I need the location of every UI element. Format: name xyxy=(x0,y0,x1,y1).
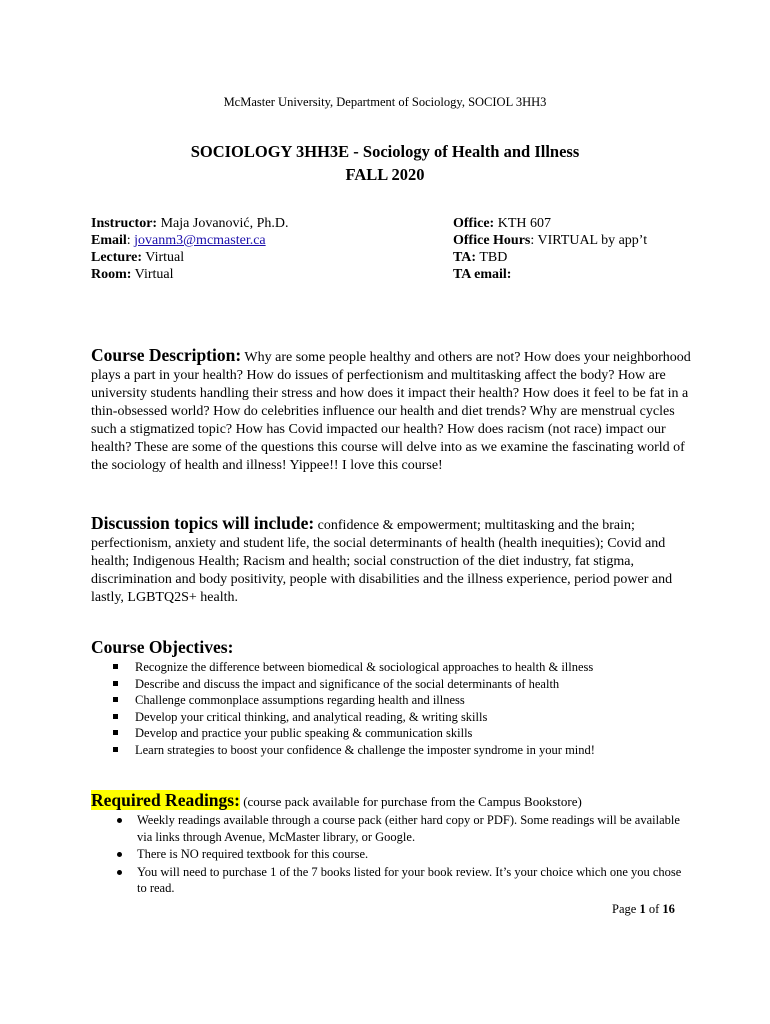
lecture-value: Virtual xyxy=(142,250,185,265)
room-row xyxy=(91,266,289,283)
instructor-value: Maja Jovanović, Ph.D. xyxy=(157,216,289,231)
course-objectives-list xyxy=(91,659,691,758)
objective-item xyxy=(91,709,691,726)
objective-item xyxy=(91,725,691,742)
office-row xyxy=(453,215,647,232)
course-description xyxy=(91,346,691,475)
course-objectives-heading: Course Objectives: xyxy=(91,637,234,657)
course-term: FALL 2020 xyxy=(345,165,425,184)
reading-text: Weekly readings available through a course pack (either hard copy or PDF). Some readings will be available via links through Avenue, McMaster library, or Google. xyxy=(137,813,680,844)
square-bullet-icon xyxy=(113,747,118,752)
square-bullet-icon xyxy=(113,730,118,735)
round-bullet-icon xyxy=(117,852,122,857)
required-readings xyxy=(91,790,582,812)
ta-email-row xyxy=(453,266,647,283)
email-sep: : xyxy=(126,233,135,248)
objective-text: Develop your critical thinking, and analytical reading, & writing skills xyxy=(135,709,488,724)
ta-row xyxy=(453,249,647,266)
room-label: Room: xyxy=(91,267,132,282)
ta-label: TA: xyxy=(453,250,477,265)
reading-item xyxy=(91,812,691,845)
email-label: Email xyxy=(91,233,127,248)
of-word: of xyxy=(645,902,663,916)
square-bullet-icon xyxy=(113,697,118,702)
course-title: SOCIOLOGY 3HH3E - Sociology of Health and Illness xyxy=(190,142,580,161)
objective-item xyxy=(91,742,691,759)
discussion-topics-text: confidence & empowerment; multitasking and the brain; perfectionism, anxiety and student life, the social determinants of health (health inequities); Covid and health; Indigenous Health; Racism and health; social construction of the diet industry, fat stigma, discrimination and body positivity, people with disabilities and the illness experience, period power and lastly, LGBTQ2S+ health. xyxy=(91,518,673,605)
email-row xyxy=(91,232,289,249)
objective-text: Challenge commonplace assumptions regarding health and illness xyxy=(135,693,465,707)
office-label: Office: xyxy=(453,216,495,231)
required-readings-note: (course pack available for purchase from the Campus Bookstore) xyxy=(239,794,582,809)
objective-text: Learn strategies to boost your confidence & challenge the imposter syndrome in your mind! xyxy=(135,742,595,757)
instructor-info xyxy=(91,215,289,283)
office-hours-row xyxy=(453,232,647,249)
square-bullet-icon xyxy=(113,681,118,686)
office-info xyxy=(453,215,647,283)
page-total: 16 xyxy=(662,902,675,916)
required-readings-list xyxy=(91,812,691,898)
reading-item xyxy=(91,846,691,863)
office-hours-label: Office Hours xyxy=(453,233,531,248)
course-header: McMaster University, Department of Sociology, SOCIOL 3HH3 xyxy=(223,95,547,109)
discussion-topics-heading: Discussion topics will include: xyxy=(91,513,315,533)
objective-item xyxy=(91,692,691,709)
course-description-heading: Course Description: xyxy=(91,345,242,365)
objective-text: Describe and discuss the impact and significance of the social determinants of health xyxy=(135,676,560,691)
page-word: Page xyxy=(612,902,640,916)
objective-text: Develop and practice your public speaking & communication skills xyxy=(135,726,473,740)
course-description-text: Why are some people healthy and others are not? How does your neighborhood plays a part in your health? How do issues of perfectionism and multitasking affect the body? How are university students handling their stress and how does it impact their health? How does it feel to be fat in a thin-obsessed world? How do celebrities influence our health and diet trends? Why are menstrual cycles such a stigmatized topic? How has Covid impacted our health? How does racism (not race) impact our health? These are some of the questions this course will delve into as we examine the fascinating world of the sociology of health and illness! Yippee!! I love this course! xyxy=(91,350,691,473)
reading-text: There is NO required textbook for this course. xyxy=(137,847,369,861)
instructor-label: Instructor: xyxy=(91,216,158,231)
page-number xyxy=(612,902,675,917)
square-bullet-icon xyxy=(113,714,118,719)
round-bullet-icon xyxy=(117,870,122,875)
reading-text: You will need to purchase 1 of the 7 books listed for your book review. It’s your choice which one you chose to read. xyxy=(137,864,682,895)
objective-item xyxy=(91,676,691,693)
email-link[interactable]: jovanm3@mcmaster.ca xyxy=(134,233,266,248)
room-value: Virtual xyxy=(131,267,174,282)
objective-item xyxy=(91,659,691,676)
required-readings-heading: Required Readings: xyxy=(91,790,240,810)
discussion-topics xyxy=(91,514,691,607)
objective-text: Recognize the difference between biomedical & sociological approaches to health & illness xyxy=(135,660,594,674)
square-bullet-icon xyxy=(113,664,118,669)
office-value: KTH 607 xyxy=(494,216,551,231)
lecture-label: Lecture: xyxy=(91,250,143,265)
lecture-row xyxy=(91,249,289,266)
office-hours-value: : VIRTUAL by app’t xyxy=(530,233,648,248)
round-bullet-icon xyxy=(117,818,122,823)
ta-email-label: TA email: xyxy=(453,267,512,282)
reading-item xyxy=(91,864,691,897)
ta-value: TBD xyxy=(476,250,508,265)
page-current: 1 xyxy=(639,902,646,916)
instructor-row xyxy=(91,215,289,232)
